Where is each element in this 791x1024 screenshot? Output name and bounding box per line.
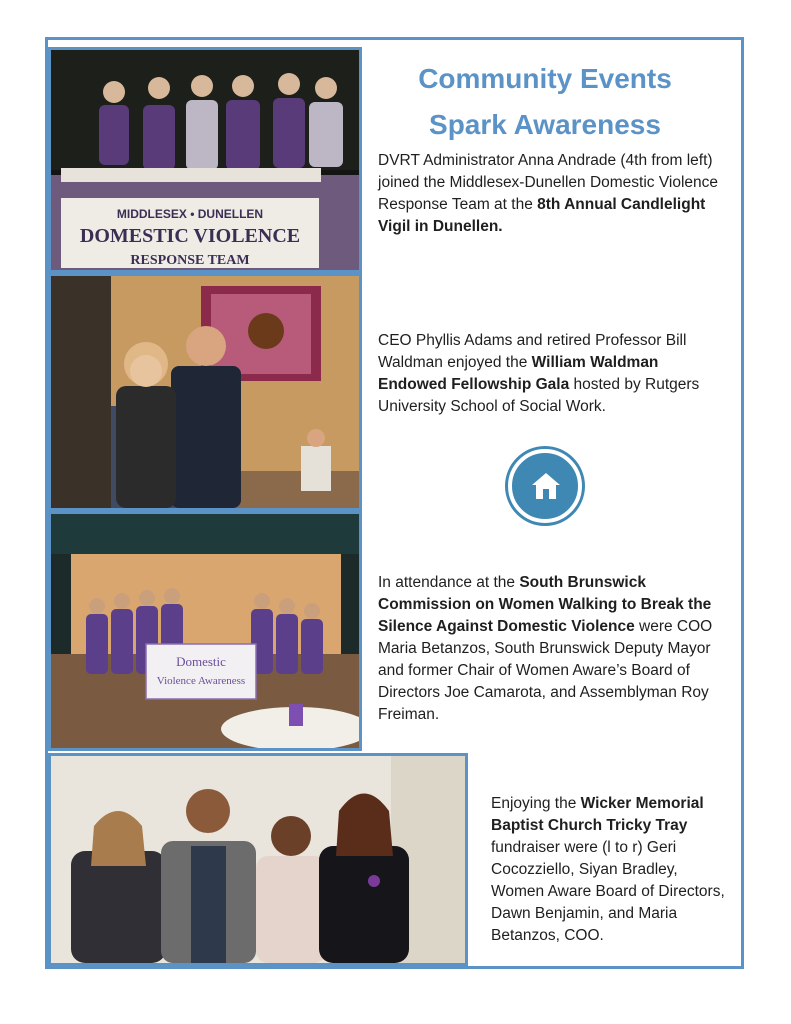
- page-title: [370, 56, 720, 148]
- photo-fellowship-gala: [48, 273, 362, 511]
- caption-text: DVRT Administrator Anna Andrade (4th from left) joined the Middlesex-Dunellen Domestic Violence Response Team at the: [378, 152, 719, 213]
- caption-text: hosted by Rutgers University School of Social Work.: [378, 376, 700, 415]
- caption-candlelight-vigil: [378, 150, 723, 238]
- caption-fellowship-gala: [378, 330, 723, 418]
- photo-candlelight-vigil: [48, 47, 362, 273]
- photo-walk-event: [48, 511, 362, 751]
- banner-line-1: MIDDLESEX • DUNELLEN: [116, 207, 264, 221]
- caption-text: were COO Maria Betanzos, South Brunswick Deputy Mayor and former Chair of Women Aware’s Board of Directors Joe Camarota, and Assemblyman Roy Freiman.: [378, 618, 713, 723]
- caption-tricky-tray: [491, 793, 731, 947]
- sign-line-1: Domestic: [176, 654, 226, 669]
- banner-line-3: RESPONSE TEAM: [130, 253, 250, 268]
- caption-text: fundraiser were (l to r) Geri Cocozziello, Siyan Bradley, Women Aware Board of Directors, Dawn Benjamin, and Maria Betanzos, COO.: [491, 839, 725, 944]
- photo-tricky-tray: [48, 753, 468, 966]
- caption-text: CEO Phyllis Adams and retired Professor Bill Waldman enjoyed the: [378, 332, 687, 371]
- title-line-2: Spark Awareness: [429, 109, 661, 140]
- caption-event-name: South Brunswick Commission on Women Walking to Break the Silence Against Domestic Violence: [378, 574, 712, 635]
- home-icon: [529, 469, 563, 503]
- caption-event-name: 8th Annual Candlelight Vigil in Dunellen.: [378, 196, 706, 235]
- caption-text: Enjoying the: [491, 795, 581, 812]
- title-line-1: Community Events: [418, 63, 672, 94]
- home-button[interactable]: [508, 449, 582, 523]
- caption-event-name: Wicker Memorial Baptist Church Tricky Tray: [491, 795, 704, 834]
- caption-event-name: William Waldman Endowed Fellowship Gala: [378, 354, 659, 393]
- caption-walk-event: [378, 572, 723, 726]
- sign-line-2: Violence Awareness: [156, 675, 246, 687]
- caption-text: In attendance at the: [378, 574, 520, 591]
- banner-line-2: DOMESTIC VIOLENCE: [79, 225, 301, 247]
